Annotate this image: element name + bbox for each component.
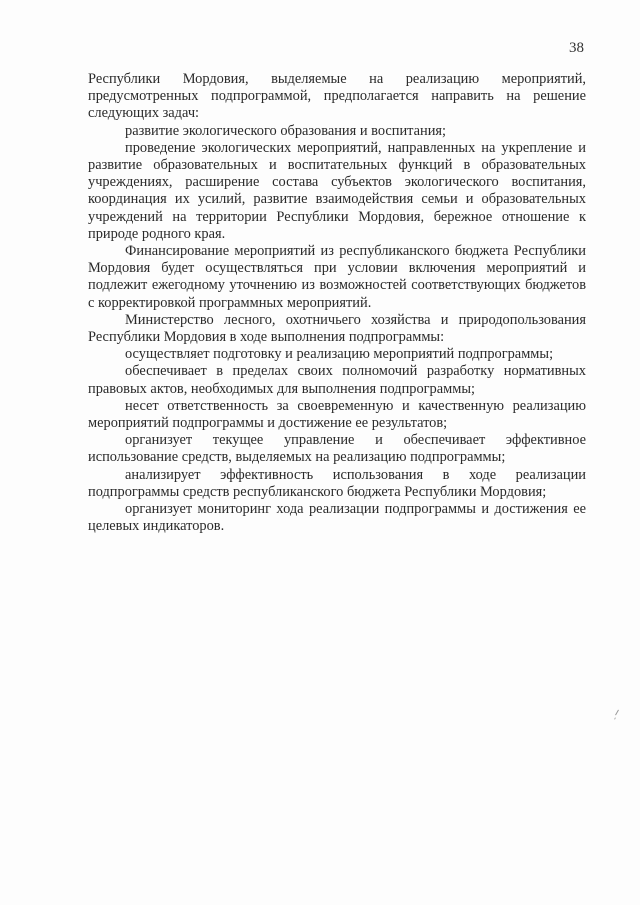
scan-artifact: [615, 710, 619, 716]
paragraph: анализирует эффективность использования в ходе реализации подпрограммы средств республиканского бюджета Республики Мордовия;: [88, 466, 586, 500]
scan-artifact: [614, 717, 616, 719]
paragraph: проведение экологических мероприятий, направленных на укрепление и развитие образовательных и воспитательных функций в образовательных учреждениях, расширение состава субъектов экологического воспитания, координация их усилий, развитие взаимодействия семьи и образовательных учреждений на территории Республики Мордовия, бережное отношение к природе родного края.: [88, 139, 586, 242]
paragraph: развитие экологического образования и воспитания;: [125, 122, 447, 139]
paragraph: Финансирование мероприятий из республиканского бюджета Республики Мордовия будет осуществляться при условии включения мероприятий и подлежит ежегодному уточнению из возможностей соответствующих бюджетов с корректировкой программных мероприятий.: [88, 243, 586, 311]
paragraph: несет ответственность за своевременную и качественную реализацию мероприятий подпрограммы и достижение ее результатов;: [88, 397, 586, 432]
document-body: [88, 71, 586, 535]
paragraph: организует мониторинг хода реализации подпрограммы и достижения ее целевых индикаторов.: [88, 501, 586, 535]
paragraph-continuation: Республики Мордовия, выделяемые на реализацию мероприятий, предусмотренных подпрограммой, предполагается направить на решение следующих задач:: [88, 71, 586, 122]
paragraph: осуществляет подготовку и реализацию мероприятий подпрограммы;: [125, 346, 554, 363]
paragraph: организует текущее управление и обеспечивает эффективное использование средств, выделяемых на реализацию подпрограммы;: [88, 432, 586, 466]
paragraph: Министерство лесного, охотничьего хозяйства и природопользования Республики Мордовия в ходе выполнения подпрограммы:: [88, 311, 586, 346]
page-number: 38: [569, 40, 584, 56]
paragraph: обеспечивает в пределах своих полномочий разработку нормативных правовых актов, необходимых для выполнения подпрограммы;: [88, 363, 586, 397]
